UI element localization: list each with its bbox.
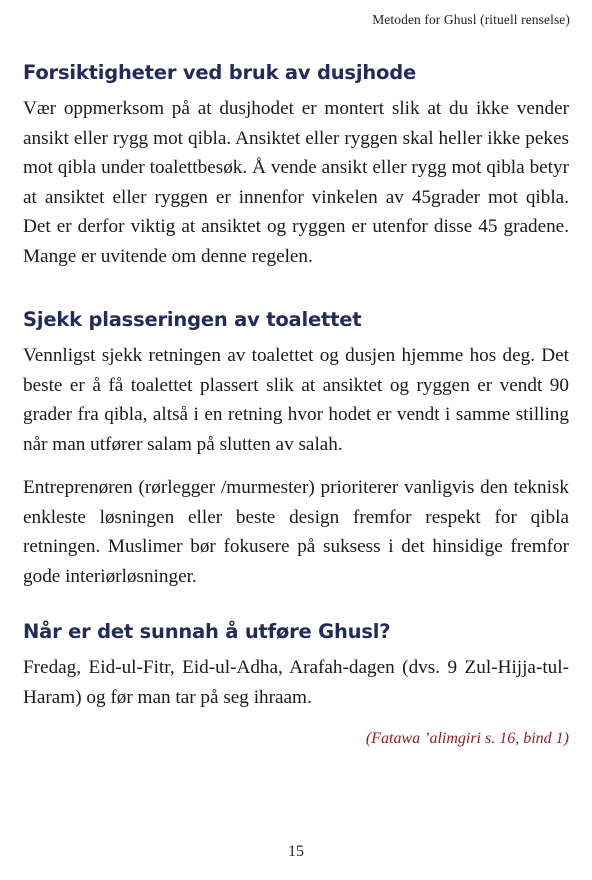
page-number: 15: [288, 843, 304, 860]
section-toalett: [23, 305, 569, 591]
citation: (Fatawa ’alimgiri s. 16, bind 1): [365, 730, 569, 747]
paragraph: Vær oppmerksom på at dusjhodet er montert slik at du ikke vender ansikt eller rygg mot qibla. Ansiktet eller ryggen skal heller ikke pekes mot qibla under toalettbesøk. Å vende ansikt eller rygg mot qibla betyr at ansiktet eller ryggen er innenfor vinkelen av 45grader mot qibla. Det er derfor viktig at ansiktet og ryggen er utenfor disse 45 gradene. Mange er uvitende om denne regelen.: [23, 98, 569, 267]
paragraph: Fredag, Eid-ul-Fitr, Eid-ul-Adha, Arafah-dagen (dvs. 9 Zul-Hijja-tul-Haram) og før man tar på seg ihraam.: [23, 657, 569, 708]
paragraph: Vennligst sjekk retningen av toalettet og dusjen hjemme hos deg. Det beste er å få toalettet plassert slik at ansiktet og ryggen er vendt 90 grader fra qibla, altså i en retning hvor hodet er vendt i samme stilling når man utfører salam på slutten av salah.: [23, 345, 569, 455]
section-heading: Når er det sunnah å utføre Ghusl?: [23, 620, 391, 643]
section-heading: Sjekk plasseringen av toalettet: [23, 308, 362, 331]
section-heading: Forsiktigheter ved bruk av dusjhode: [23, 61, 416, 84]
section-sunnah-ghusl: [23, 617, 569, 712]
page-content: [23, 58, 569, 748]
section-dusjhode: [23, 58, 569, 271]
running-header: Metoden for Ghusl (rituell renselse): [372, 12, 570, 27]
paragraph: Entreprenøren (rørlegger /murmester) prioriterer vanligvis den teknisk enkleste løsningen eller beste design fremfor respekt for qibla retningen. Muslimer bør fokusere på suksess i det hinsidige fremfor gode interiørløsninger.: [23, 477, 569, 587]
